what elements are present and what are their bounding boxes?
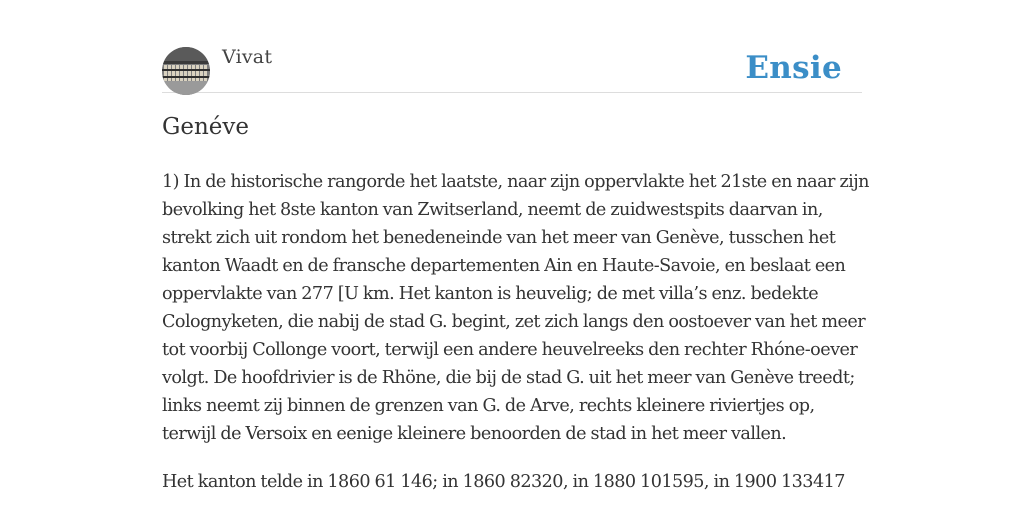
article-body [162, 168, 872, 512]
author-name[interactable]: Vivat [222, 46, 273, 68]
books-avatar-icon [162, 47, 210, 95]
site-logo[interactable]: Ensie [745, 50, 842, 86]
article-title: Genéve [162, 114, 250, 140]
author-avatar[interactable] [162, 47, 210, 95]
paragraph: 1) In de historische rangorde het laatste, naar zijn oppervlakte het 21ste en naar zijn bevolking het 8ste kanton van Zwitserland, neemt de zuidwestspits daarvan in, strekt zich uit rondom het benedeneinde van het meer van Genève, tusschen het kanton Waadt en de fransche departementen Ain en Haute-Savoie, en beslaat een oppervlakte van 277 [U km. Het kanton is heuvelig; de met villa’s enz. bedekte Colognyketen, die nabij de stad G. begint, zet zich langs den oostoever van het meer tot voorbij Collonge voort, terwijl een andere heuvelreeks den rechter Rhóne-oever volgt. De hoofdrivier is de Rhöne, die bij de stad G. uit het meer van Genève treedt; links neemt zij binnen de grenzen van G. de Arve, rechts kleinere riviertjes op, terwijl de Versoix en eenige kleinere benoorden de stad in het meer vallen. [162, 172, 869, 444]
paragraph: Het kanton telde in 1860 61 146; in 1860 82320, in 1880 101595, in 1900 133417 [162, 472, 845, 492]
page-header [162, 46, 862, 93]
